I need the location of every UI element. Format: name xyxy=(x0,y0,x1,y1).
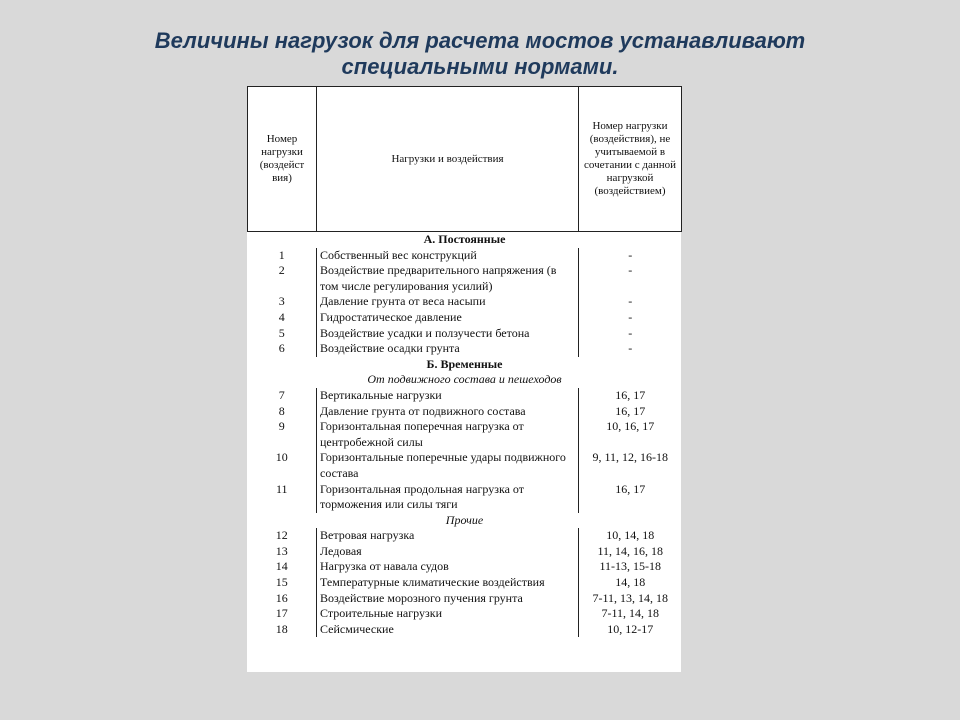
load-name-cell: Воздействие усадки и ползучести бетона xyxy=(320,325,530,340)
load-number-cell: 9 xyxy=(248,419,317,450)
excluded-loads-cell: 7-11, 14, 18 xyxy=(579,606,682,622)
load-number-cell: 13 xyxy=(248,544,317,560)
load-number-cell: 3 xyxy=(248,294,317,310)
header-loads-and-actions: Нагрузки и воздействия xyxy=(317,87,579,232)
excluded-loads-cell: - xyxy=(579,326,682,342)
table-row xyxy=(248,606,682,622)
excluded-loads-cell: - xyxy=(579,248,682,264)
excluded-loads-cell: - xyxy=(579,294,682,310)
load-number-cell: 18 xyxy=(248,622,317,638)
table-row xyxy=(248,248,682,264)
load-name-cell: Горизонтальная поперечная нагрузка от центробежной силы xyxy=(320,419,524,449)
load-name-cell: Сейсмические xyxy=(320,621,394,636)
table-row xyxy=(248,326,682,342)
excluded-loads-cell: 16, 17 xyxy=(579,482,682,513)
table-row xyxy=(248,419,682,450)
excluded-loads-cell: 16, 17 xyxy=(579,404,682,420)
header-load-number: Номер нагрузки (воздейст вия) xyxy=(248,87,317,232)
load-number-cell: 1 xyxy=(248,248,317,264)
load-name-cell: Воздействие осадки грунта xyxy=(320,341,460,356)
load-name-cell: Воздействие морозного пучения грунта xyxy=(320,590,523,605)
table-row xyxy=(248,544,682,560)
load-name-cell: Давление грунта от веса насыпи xyxy=(320,294,486,309)
title-line-1: Величины нагрузок для расчета мостов устанавливают xyxy=(154,28,806,53)
load-number-cell: 6 xyxy=(248,341,317,357)
table-header-row xyxy=(248,87,682,232)
subsection-heading-row xyxy=(248,372,682,388)
excluded-loads-cell: - xyxy=(579,310,682,326)
table-row xyxy=(248,388,682,404)
load-number-cell: 8 xyxy=(248,404,317,420)
header-excluded-loads: Номер нагрузки (воздействия), не учитываемой в сочетании с данной нагрузкой (воздействием) xyxy=(579,87,682,232)
title-line-2: специальными нормами. xyxy=(341,54,619,79)
load-name-cell: Вертикальные нагрузки xyxy=(320,387,442,402)
load-name-cell: Нагрузка от навала судов xyxy=(320,559,449,574)
excluded-loads-cell: 7-11, 13, 14, 18 xyxy=(579,591,682,607)
excluded-loads-cell: 14, 18 xyxy=(579,575,682,591)
excluded-loads-cell: - xyxy=(579,263,682,294)
load-name-cell: Давление грунта от подвижного состава xyxy=(320,403,526,418)
load-name-cell: Воздействие предварительного напряжения (в том числе регулирования усилий) xyxy=(320,263,557,293)
subsection-heading: От подвижного состава и пешеходов xyxy=(367,372,562,387)
table-row xyxy=(248,591,682,607)
load-number-cell: 14 xyxy=(248,559,317,575)
excluded-loads-cell: 16, 17 xyxy=(579,388,682,404)
load-name-cell: Строительные нагрузки xyxy=(320,606,443,621)
load-number-cell: 16 xyxy=(248,591,317,607)
load-number-cell: 12 xyxy=(248,528,317,544)
load-name-cell: Собственный вес конструкций xyxy=(320,247,477,262)
load-name-cell: Горизонтальная продольная нагрузка от торможения или силы тяги xyxy=(320,481,525,512)
loads-table xyxy=(247,86,682,637)
load-number-cell: 4 xyxy=(248,310,317,326)
table-row xyxy=(248,482,682,513)
load-number-cell: 11 xyxy=(248,482,317,513)
load-number-cell: 17 xyxy=(248,606,317,622)
table-row xyxy=(248,341,682,357)
load-name-cell: Ледовая xyxy=(320,543,362,558)
load-number-cell: 15 xyxy=(248,575,317,591)
loads-table-document xyxy=(247,86,681,672)
load-name-cell: Горизонтальные поперечные удары подвижного состава xyxy=(320,450,566,480)
excluded-loads-cell: 9, 11, 12, 16-18 xyxy=(579,450,682,481)
load-number-cell: 10 xyxy=(248,450,317,481)
excluded-loads-cell: 10, 14, 18 xyxy=(579,528,682,544)
table-row xyxy=(248,310,682,326)
section-heading-row xyxy=(248,232,682,248)
excluded-loads-cell: 10, 16, 17 xyxy=(579,419,682,450)
table-row xyxy=(248,263,682,294)
slide-title xyxy=(0,28,960,80)
table-row xyxy=(248,404,682,420)
load-name-cell: Гидростатическое давление xyxy=(320,309,462,324)
table-body xyxy=(248,232,682,638)
excluded-loads-cell: 11, 14, 16, 18 xyxy=(579,544,682,560)
load-number-cell: 2 xyxy=(248,263,317,294)
load-number-cell: 7 xyxy=(248,388,317,404)
section-heading: Б. Временные xyxy=(426,356,503,371)
excluded-loads-cell: - xyxy=(579,341,682,357)
table-row xyxy=(248,528,682,544)
load-name-cell: Температурные климатические воздействия xyxy=(320,575,545,590)
section-heading-row xyxy=(248,357,682,373)
section-heading: А. Постоянные xyxy=(248,232,682,248)
excluded-loads-cell: 11-13, 15-18 xyxy=(579,559,682,575)
table-row xyxy=(248,575,682,591)
subsection-heading: Прочие xyxy=(445,512,484,527)
load-number-cell: 5 xyxy=(248,326,317,342)
table-row xyxy=(248,294,682,310)
table-row xyxy=(248,559,682,575)
table-row xyxy=(248,622,682,638)
table-row xyxy=(248,450,682,481)
subsection-heading-row xyxy=(248,513,682,529)
load-name-cell: Ветровая нагрузка xyxy=(320,528,415,543)
excluded-loads-cell: 10, 12-17 xyxy=(579,622,682,638)
